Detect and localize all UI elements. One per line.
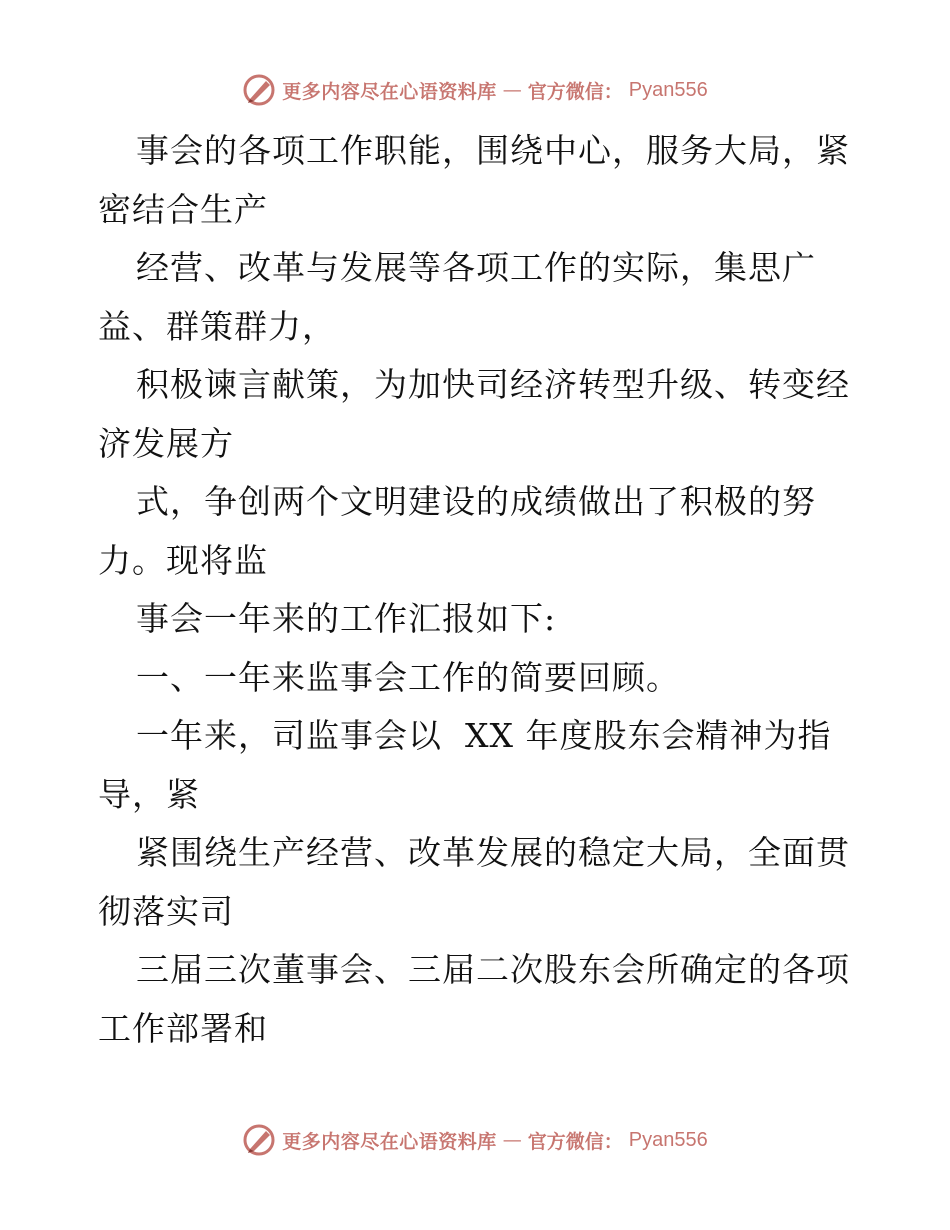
paragraph: 一、一年来监事会工作的简要回顾。 [136,657,680,697]
paragraph: 事会的各项工作职能，围绕中心，服务大局，紧密结合生产 [98,131,850,229]
watermark-brand [242,1123,708,1157]
watermark-wechat-id: Pyan556 [628,1128,708,1151]
paragraph: 事会一年来的工作汇报如下: [136,599,557,638]
paragraph: 三届三次董事会、三届二次股东会所确定的各项工作部署和 [98,950,850,1048]
watermark-brand [242,73,708,107]
watermark-wechat-id: Pyan556 [628,78,708,101]
watermark-text: 更多内容尽在心语资料库 [282,1130,497,1153]
paragraph: 积极谏言献策，为加快司经济转型升级、转变经济发展方 [98,365,850,463]
document-body [98,122,858,1058]
pen-logo-icon [242,73,276,107]
page-header-watermark [0,70,950,110]
pen-logo-icon [242,1123,276,1157]
paragraph: 一年来，司监事会以 XX 年度股东会精神为指导，紧 [98,716,832,814]
page-footer-watermark [0,1120,950,1160]
watermark-text: 更多内容尽在心语资料库 [282,80,497,103]
paragraph: 式，争创两个文明建设的成绩做出了积极的努力。现将监 [98,482,816,580]
paragraph: 经营、改革与发展等各项工作的实际，集思广益、群策群力， [98,248,816,346]
watermark-wechat-label: 官方微信： [527,1130,623,1153]
watermark-separator: — [502,79,522,101]
paragraph: 紧围绕生产经营、改革发展的稳定大局，全面贯彻落实司 [98,833,850,931]
watermark-separator: — [502,1129,522,1151]
watermark-wechat-label: 官方微信： [527,80,623,103]
